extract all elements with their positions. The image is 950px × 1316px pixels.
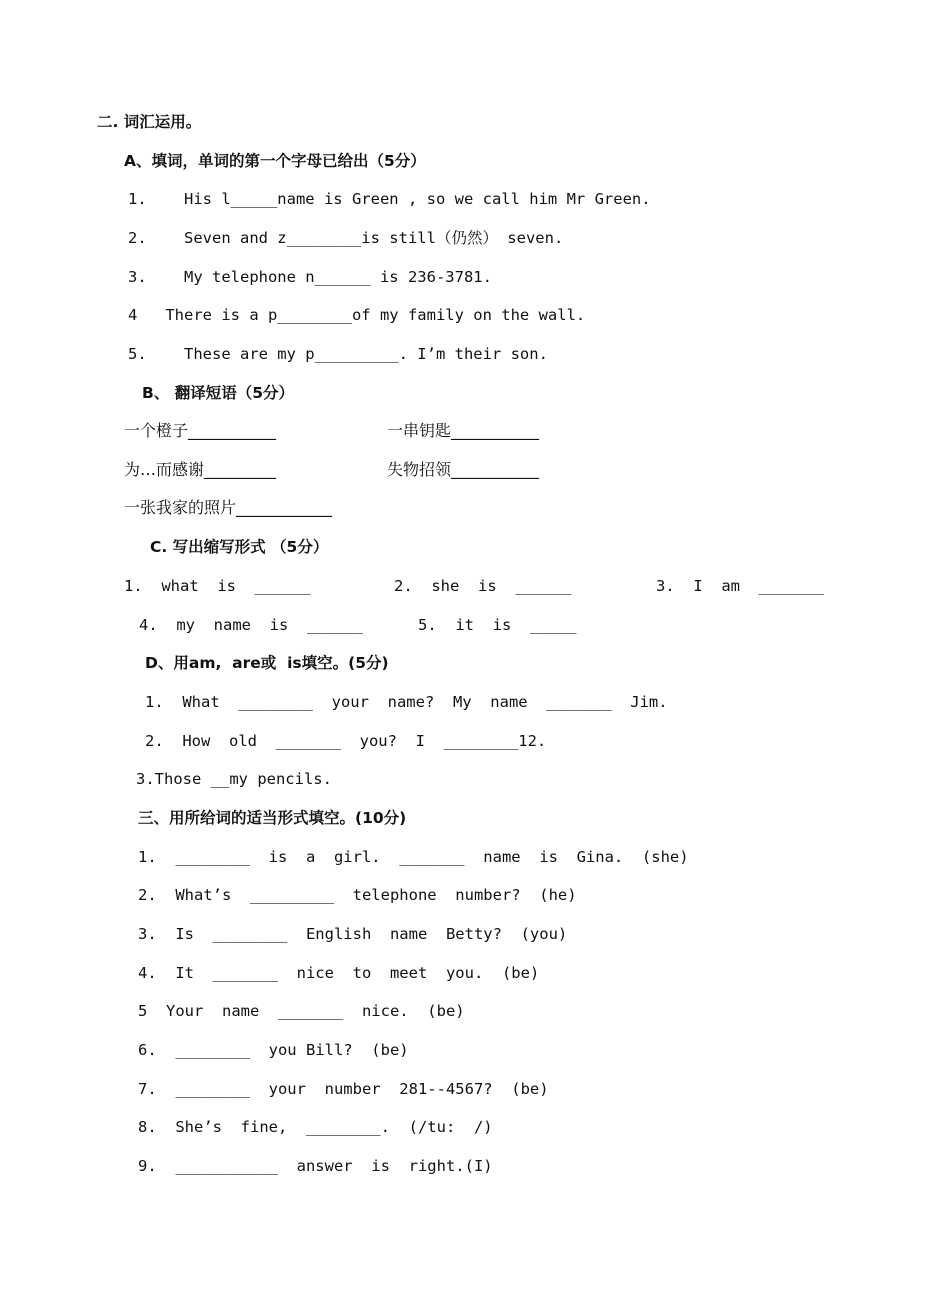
partB-title: B、 翻译短语（5分）	[142, 384, 294, 402]
partC-title: C. 写出缩写形式 （5分）	[150, 538, 329, 556]
section3-item-8: 8. She’s fine, ________. (/tu: /)	[138, 1118, 493, 1136]
partD-item-2: 2. How old _______ you? I ________12.	[145, 732, 547, 750]
section3-title: 三、用所给词的适当形式填空。(10分)	[138, 809, 407, 827]
section3-item-7: 7. ________ your number 281--4567? (be)	[138, 1080, 549, 1098]
partC-item-1: 1. what is ______	[124, 577, 311, 595]
section3-item-9: 9. ___________ answer is right.(I)	[138, 1157, 493, 1175]
partA-item-1: 1. His l_____name is Green , so we call him Mr Green.	[128, 190, 651, 208]
partB-item-3: 为…而感谢_________	[124, 460, 277, 479]
section2-title: 二. 词汇运用。	[97, 113, 202, 131]
section3-item-4: 4. It _______ nice to meet you. (be)	[138, 964, 540, 982]
section3-item-6: 6. ________ you Bill? (be)	[138, 1041, 409, 1059]
partC-item-3: 3. I am _______	[656, 577, 824, 595]
partD-item-3: 3.Those __my pencils.	[136, 770, 332, 788]
partD-item-1: 1. What ________ your name? My name _______ Jim.	[145, 693, 668, 711]
partA-item-4: 4 There is a p________of my family on the wall.	[128, 306, 586, 324]
partC-item-2: 2. she is ______	[394, 577, 572, 595]
partA-item-3: 3. My telephone n______ is 236-3781.	[128, 268, 492, 286]
section3-item-5: 5 Your name _______ nice. (be)	[138, 1002, 465, 1020]
partB-item-5: 一张我家的照片____________	[124, 498, 333, 517]
partA-title: A、填词，单词的第一个字母已给出（5分）	[124, 152, 426, 170]
section3-item-2: 2. What’s _________ telephone number? (he)	[138, 886, 577, 904]
partB-item-2: 一串钥匙___________	[387, 421, 540, 440]
partA-item-5: 5. These are my p_________. I’m their son.	[128, 345, 548, 363]
partC-item-5: 5. it is _____	[418, 616, 577, 634]
section3-item-1: 1. ________ is a girl. _______ name is Gina. (she)	[138, 848, 689, 866]
section3-item-3: 3. Is ________ English name Betty? (you)	[138, 925, 568, 943]
partA-item-2: 2. Seven and z________is still（仍然） seven.	[128, 229, 564, 247]
partB-item-4: 失物招领___________	[387, 460, 540, 479]
partB-item-1: 一个橙子___________	[124, 421, 277, 440]
partD-title: D、用am, are或 is填空。(5分)	[145, 654, 389, 672]
partC-item-4: 4. my name is ______	[139, 616, 363, 634]
